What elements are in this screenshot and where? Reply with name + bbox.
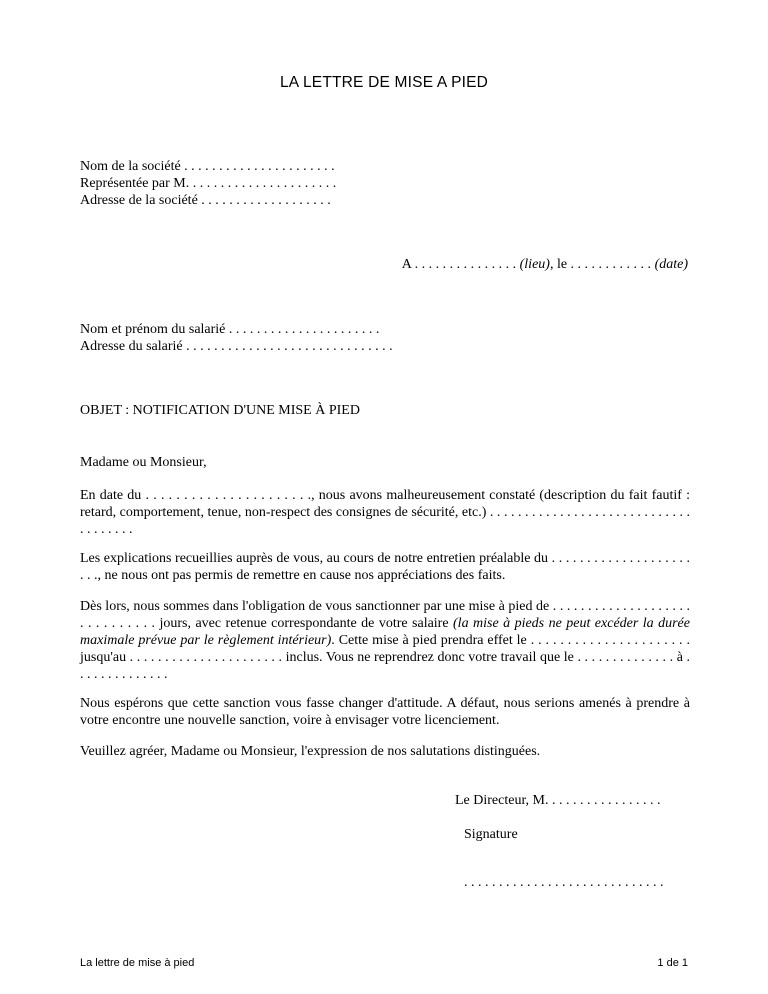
place-prefix: A . . . . . . . . . . . . . . . [401,257,520,272]
subject-line: OBJET : NOTIFICATION D'UNE MISE À PIED [80,403,360,418]
director-line: Le Directeur, M. . . . . . . . . . . . . . . . . [455,793,661,808]
paragraph-explanations: Les explications recueillies auprès de vous, au cours de notre entretien préalable du . . . . . . . . . . . . . . . . . . . . . . ., ne nous ont pas permis de remettre en cause nos appréciations des faits. [80,551,690,583]
employee-address-line: Adresse du salarié . . . . . . . . . . . . . . . . . . . . . . . . . . . . . . [80,339,393,354]
page-title: LA LETTRE DE MISE A PIED [279,74,489,91]
company-name-line: Nom de la société . . . . . . . . . . . . . . . . . . . . . . [80,159,335,174]
place-date-line [402,256,688,273]
company-info [80,158,690,209]
paragraph-sanction [80,598,690,683]
footer-page-number: 1 de 1 [657,957,688,969]
signature-dots: . . . . . . . . . . . . . . . . . . . . . . . . . . . . . [464,875,664,890]
employee-name-line: Nom et prénom du salarié . . . . . . . . . . . . . . . . . . . . . . [80,322,380,337]
date-label: (date) [654,257,688,272]
place-lieu: (lieu) [519,257,550,272]
closing-formula: Veuillez agréer, Madame ou Monsieur, l'expression de nos salutations distinguées. [80,744,541,759]
sanction-italic-note: (la mise à pieds ne peut excéder la durée maximale prévue par le règlement intérieur) [80,616,690,648]
company-representative-line: Représentée par M. . . . . . . . . . . . . . . . . . . . . . [80,176,337,191]
employee-info [80,321,690,355]
company-address-line: Adresse de la société . . . . . . . . . . . . . . . . . . . [80,193,331,208]
sanction-text-1: Dès lors, nous sommes dans l'obligation de vous sanctionner par une mise à pied de . . . . . . . . . . . . . . . . . . . . . . . . . . . . . . jours, avec retenue correspondante de votre salaire [80,599,690,631]
signature-label: Signature [464,827,518,842]
salutation: Madame ou Monsieur, [80,455,207,470]
footer-title: La lettre de mise à pied [80,957,195,969]
paragraph-warning: Nous espérons que cette sanction vous fasse changer d'attitude. A défaut, nous serions amenés à prendre à votre encontre une nouvelle sanction, voire à envisager votre licenciement. [80,696,690,728]
sanction-text-2: . Cette mise à pied prendra effet le . . . . . . . . . . . . . . . . . . . . . . jusqu'au . . . . . . . . . . . . . . . . . . . . . . inclus. Vous ne reprendrez donc votre travail que le . . . . . . . . . . . . . . à . . . . . . . . . . . . . . [80,633,690,682]
date-middle: , le . . . . . . . . . . . . [549,257,655,272]
paragraph-fact: En date du . . . . . . . . . . . . . . . . . . . . . ., nous avons malheureusement constaté (description du fait fautif : retard, comportement, tenue, non-respect des consignes de sécurité, etc.) . . . . . . . . . . . . . . . . . . . . . . . . . . . . . . . . . . . . . [80,488,690,537]
